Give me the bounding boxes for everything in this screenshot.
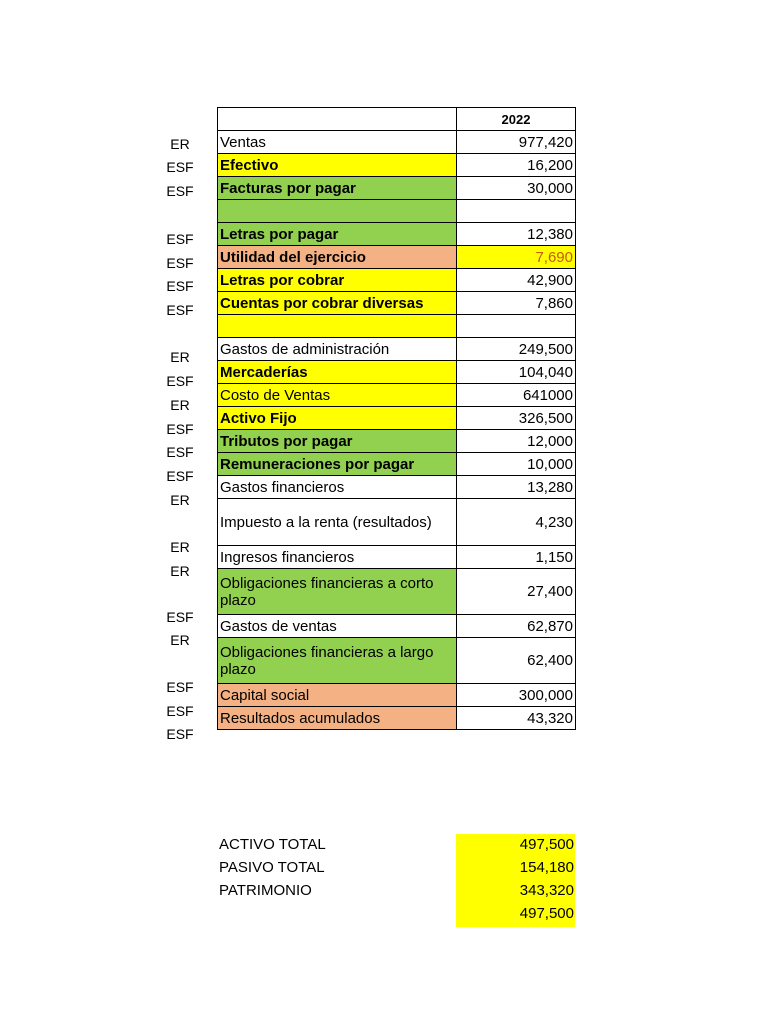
table-row — [218, 430, 576, 453]
patrimonio-label[interactable]: PATRIMONIO — [219, 882, 312, 899]
row-tag: ESF — [166, 183, 194, 199]
account-label[interactable]: Letras por pagar — [218, 223, 457, 246]
patrimonio-value[interactable]: 343,320 — [519, 882, 574, 899]
account-value[interactable]: 10,000 — [457, 453, 576, 476]
table-row — [218, 315, 576, 338]
account-label[interactable]: Obligaciones financieras a largo plazo — [218, 638, 457, 684]
account-label[interactable]: Obligaciones financieras a corto plazo — [218, 569, 457, 615]
row-tag: ESF — [166, 726, 194, 742]
row-tag: ER — [170, 136, 190, 152]
account-label[interactable]: Impuesto a la renta (resultados) — [218, 499, 457, 546]
row-tag: ESF — [166, 421, 194, 437]
account-value[interactable]: 12,000 — [457, 430, 576, 453]
table-row — [218, 223, 576, 246]
account-value[interactable]: 249,500 — [457, 338, 576, 361]
account-value[interactable]: 4,230 — [457, 499, 576, 546]
account-label[interactable]: Remuneraciones por pagar — [218, 453, 457, 476]
table-row — [218, 476, 576, 499]
row-tag: ER — [170, 492, 190, 508]
account-value[interactable]: 43,320 — [457, 707, 576, 730]
account-value[interactable]: 13,280 — [457, 476, 576, 499]
table-row — [218, 361, 576, 384]
empty-label-cell[interactable] — [218, 200, 457, 223]
account-label[interactable]: Gastos de ventas — [218, 615, 457, 638]
account-value[interactable]: 7,690 — [457, 246, 576, 269]
account-label[interactable]: Letras por cobrar — [218, 269, 457, 292]
empty-value-cell[interactable] — [457, 200, 576, 223]
account-label[interactable]: Ventas — [218, 131, 457, 154]
account-label[interactable]: Ingresos financieros — [218, 546, 457, 569]
account-value[interactable]: 16,200 — [457, 154, 576, 177]
table-row — [218, 407, 576, 430]
empty-value-cell[interactable] — [457, 315, 576, 338]
account-label[interactable]: Cuentas por cobrar diversas — [218, 292, 457, 315]
table-row — [218, 546, 576, 569]
activo-total-value[interactable]: 497,500 — [519, 836, 574, 853]
row-tag: ESF — [166, 373, 194, 389]
account-value[interactable]: 42,900 — [457, 269, 576, 292]
row-tag: ESF — [166, 468, 194, 484]
header-empty-cell[interactable] — [218, 108, 457, 131]
table-row — [218, 499, 576, 546]
account-value[interactable]: 104,040 — [457, 361, 576, 384]
account-value[interactable]: 300,000 — [457, 684, 576, 707]
row-tag: ESF — [166, 609, 194, 625]
table-row — [218, 177, 576, 200]
pasivo-total-value[interactable]: 154,180 — [519, 859, 574, 876]
row-tag: ER — [170, 539, 190, 555]
table-row — [218, 292, 576, 315]
pasivo-patrimonio-total-value[interactable]: 497,500 — [519, 905, 574, 922]
account-value[interactable]: 326,500 — [457, 407, 576, 430]
pasivo-total-label[interactable]: PASIVO TOTAL — [219, 859, 325, 876]
account-value[interactable]: 62,400 — [457, 638, 576, 684]
table-row — [218, 615, 576, 638]
row-tag: ER — [170, 397, 190, 413]
account-value[interactable]: 1,150 — [457, 546, 576, 569]
row-tag: ESF — [166, 159, 194, 175]
activo-total-label[interactable]: ACTIVO TOTAL — [219, 836, 326, 853]
account-label[interactable]: Resultados acumulados — [218, 707, 457, 730]
account-value[interactable]: 977,420 — [457, 131, 576, 154]
account-label[interactable]: Gastos de administración — [218, 338, 457, 361]
table-row — [218, 246, 576, 269]
table-row — [218, 684, 576, 707]
account-value[interactable]: 641000 — [457, 384, 576, 407]
table-row — [218, 384, 576, 407]
table-row — [218, 131, 576, 154]
table-row — [218, 453, 576, 476]
account-label[interactable]: Activo Fijo — [218, 407, 457, 430]
table-row — [218, 569, 576, 615]
row-tag: ESF — [166, 231, 194, 247]
row-tag: ER — [170, 349, 190, 365]
header-row — [218, 108, 576, 131]
table-row — [218, 200, 576, 223]
table-row — [218, 338, 576, 361]
account-label[interactable]: Facturas por pagar — [218, 177, 457, 200]
year-header[interactable]: 2022 — [457, 108, 576, 131]
row-tag: ER — [170, 632, 190, 648]
account-value[interactable]: 7,860 — [457, 292, 576, 315]
account-value[interactable]: 27,400 — [457, 569, 576, 615]
empty-label-cell[interactable] — [218, 315, 457, 338]
table-row — [218, 707, 576, 730]
account-label[interactable]: Mercaderías — [218, 361, 457, 384]
row-tag: ESF — [166, 679, 194, 695]
row-tag: ESF — [166, 703, 194, 719]
row-tag: ESF — [166, 302, 194, 318]
row-tag: ER — [170, 563, 190, 579]
table-row — [218, 269, 576, 292]
row-tag: ESF — [166, 255, 194, 271]
account-value[interactable]: 62,870 — [457, 615, 576, 638]
account-value[interactable]: 30,000 — [457, 177, 576, 200]
account-label[interactable]: Utilidad del ejercicio — [218, 246, 457, 269]
table-row — [218, 638, 576, 684]
account-label[interactable]: Tributos por pagar — [218, 430, 457, 453]
account-label[interactable]: Gastos financieros — [218, 476, 457, 499]
account-label[interactable]: Capital social — [218, 684, 457, 707]
account-value[interactable]: 12,380 — [457, 223, 576, 246]
row-tag: ESF — [166, 444, 194, 460]
table-row — [218, 154, 576, 177]
row-tag: ESF — [166, 278, 194, 294]
accounts-table — [217, 107, 576, 730]
account-label[interactable]: Costo de Ventas — [218, 384, 457, 407]
account-label[interactable]: Efectivo — [218, 154, 457, 177]
